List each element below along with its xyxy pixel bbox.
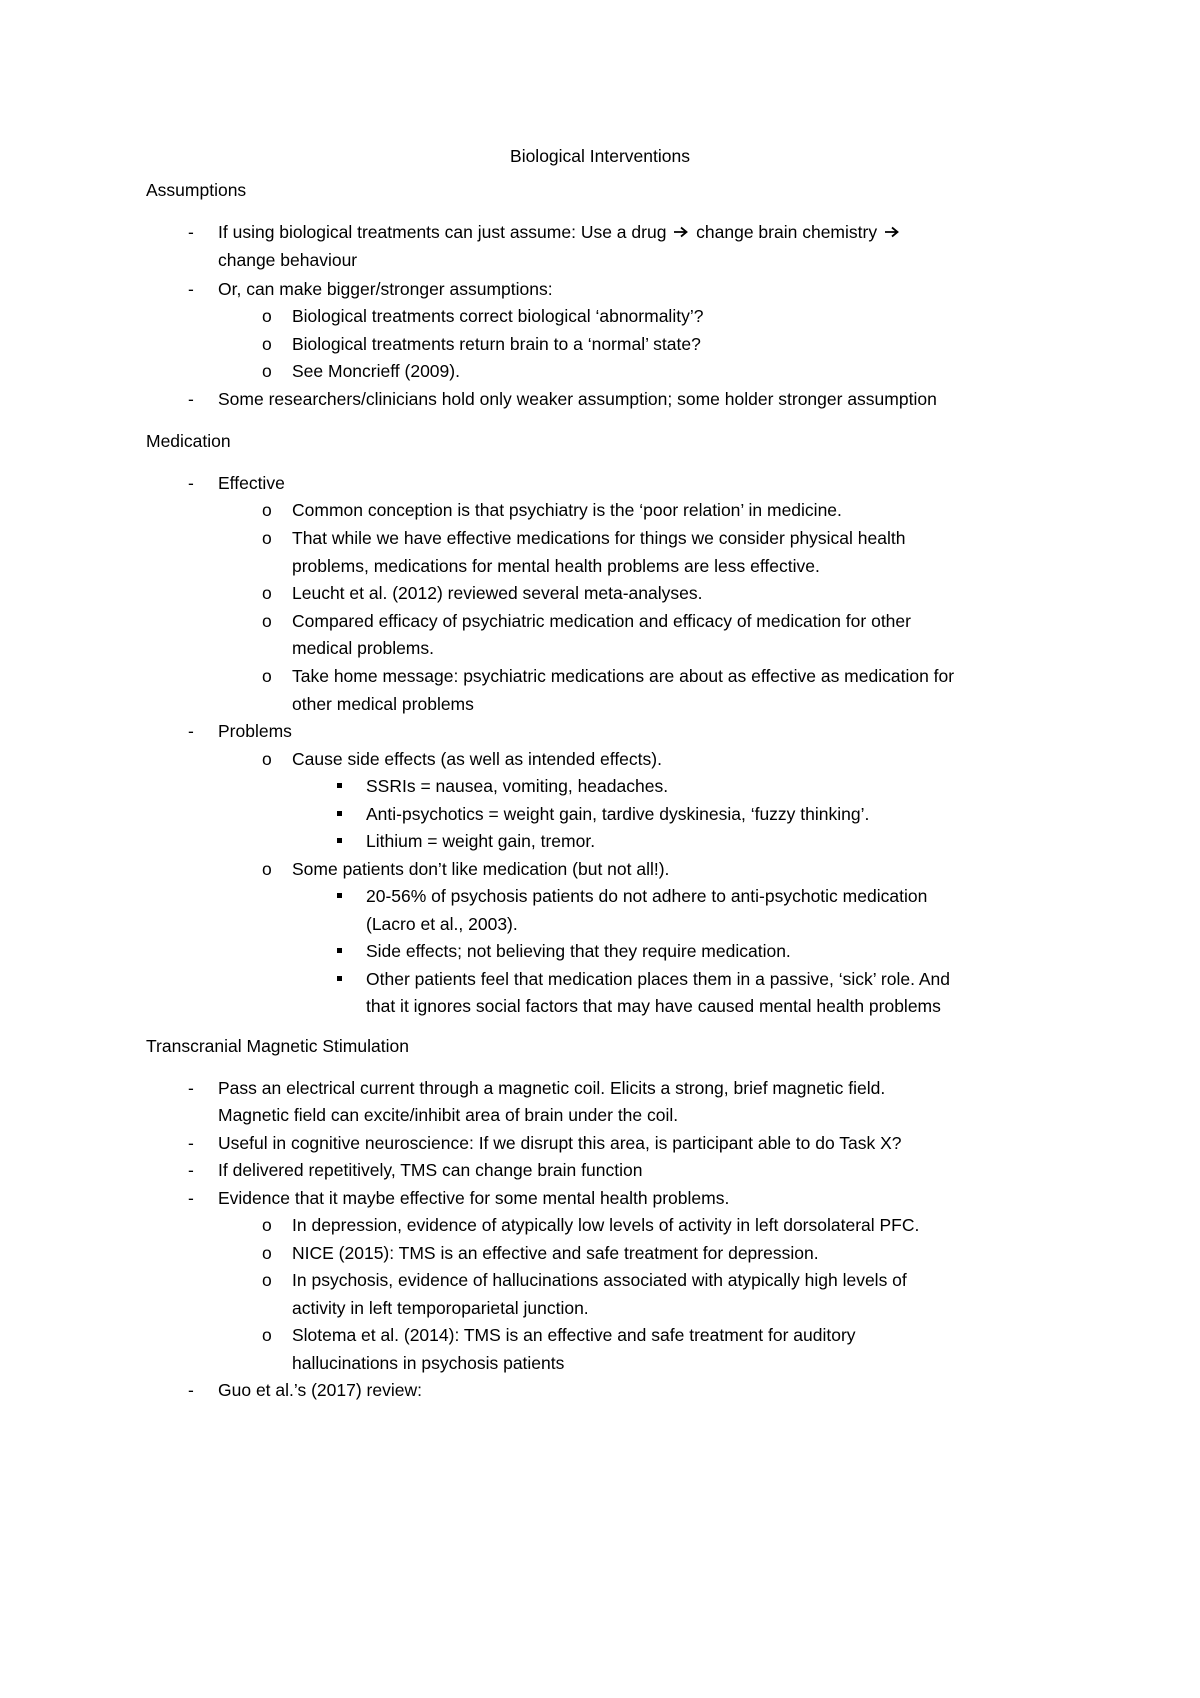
section-heading-medication: Medication bbox=[146, 431, 231, 451]
list-item: Lithium = weight gain, tremor. bbox=[366, 831, 596, 851]
list-item-continuation: hallucinations in psychosis patients bbox=[292, 1353, 565, 1373]
dash-marker: - bbox=[188, 1188, 194, 1208]
square-bullet-icon bbox=[337, 976, 342, 981]
list-item-continuation: problems, medications for mental health problems are less effective. bbox=[292, 556, 820, 576]
list-item-continuation: that it ignores social factors that may have caused mental health problems bbox=[366, 996, 941, 1016]
list-item-continuation: other medical problems bbox=[292, 694, 474, 714]
circle-marker: o bbox=[262, 666, 272, 686]
list-item: Some researchers/clinicians hold only weaker assumption; some holder stronger assumption bbox=[218, 389, 937, 409]
list-item: Take home message: psychiatric medications are about as effective as medication for bbox=[292, 666, 955, 686]
list-item-continuation: change behaviour bbox=[218, 250, 358, 270]
list-item: In depression, evidence of atypically low levels of activity in left dorsolateral PFC. bbox=[292, 1215, 920, 1235]
circle-marker: o bbox=[262, 334, 272, 354]
list-item: In psychosis, evidence of hallucinations associated with atypically high levels of bbox=[292, 1270, 907, 1290]
circle-marker: o bbox=[262, 749, 272, 769]
list-item: See Moncrieff (2009). bbox=[292, 361, 460, 381]
section-heading-assumptions: Assumptions bbox=[146, 180, 247, 200]
list-item: Effective bbox=[218, 473, 285, 493]
section-heading-tms: Transcranial Magnetic Stimulation bbox=[146, 1036, 409, 1056]
square-bullet-icon bbox=[337, 893, 342, 898]
list-item-continuation: activity in left temporoparietal junction. bbox=[292, 1298, 589, 1318]
dash-marker: - bbox=[188, 1133, 194, 1153]
circle-marker: o bbox=[262, 306, 272, 326]
list-item-text: change brain chemistry bbox=[691, 222, 882, 242]
square-bullet-icon bbox=[337, 811, 342, 816]
circle-marker: o bbox=[262, 1215, 272, 1235]
list-item: That while we have effective medications for things we consider physical health bbox=[292, 528, 906, 548]
list-item: Other patients feel that medication places them in a passive, ‘sick’ role. And bbox=[366, 969, 950, 989]
circle-marker: o bbox=[262, 361, 272, 381]
square-bullet-icon bbox=[337, 838, 342, 843]
list-item-continuation: (Lacro et al., 2003). bbox=[366, 914, 518, 934]
list-item: NICE (2015): TMS is an effective and safe treatment for depression. bbox=[292, 1243, 819, 1263]
list-item: Slotema et al. (2014): TMS is an effective and safe treatment for auditory bbox=[292, 1325, 856, 1345]
list-item-continuation: medical problems. bbox=[292, 638, 434, 658]
list-item: Common conception is that psychiatry is the ‘poor relation’ in medicine. bbox=[292, 500, 842, 520]
list-item: Useful in cognitive neuroscience: If we disrupt this area, is participant able to do Task X? bbox=[218, 1133, 902, 1153]
dash-marker: - bbox=[188, 1078, 194, 1098]
circle-marker: o bbox=[262, 1270, 272, 1290]
list-item: If delivered repetitively, TMS can change brain function bbox=[218, 1160, 643, 1180]
dash-marker: - bbox=[188, 473, 194, 493]
list-item-continuation: Magnetic field can excite/inhibit area of brain under the coil. bbox=[218, 1105, 679, 1125]
page-title: Biological Interventions bbox=[510, 146, 690, 166]
list-item: Anti-psychotics = weight gain, tardive dyskinesia, ‘fuzzy thinking’. bbox=[366, 804, 870, 824]
dash-marker: - bbox=[188, 222, 194, 242]
dash-marker: - bbox=[188, 721, 194, 741]
dash-marker: - bbox=[188, 279, 194, 299]
list-item: Side effects; not believing that they require medication. bbox=[366, 941, 791, 961]
list-item: Pass an electrical current through a magnetic coil. Elicits a strong, brief magnetic field. bbox=[218, 1078, 886, 1098]
right-arrow-icon bbox=[884, 222, 900, 242]
dash-marker: - bbox=[188, 1380, 194, 1400]
circle-marker: o bbox=[262, 1243, 272, 1263]
list-item bbox=[218, 222, 902, 242]
dash-marker: - bbox=[188, 1160, 194, 1180]
list-item: Evidence that it maybe effective for some mental health problems. bbox=[218, 1188, 730, 1208]
circle-marker: o bbox=[262, 583, 272, 603]
circle-marker: o bbox=[262, 1325, 272, 1345]
list-item: SSRIs = nausea, vomiting, headaches. bbox=[366, 776, 669, 796]
square-bullet-icon bbox=[337, 948, 342, 953]
list-item: Biological treatments correct biological ‘abnormality’? bbox=[292, 306, 704, 326]
list-item: Problems bbox=[218, 721, 292, 741]
list-item: Guo et al.’s (2017) review: bbox=[218, 1380, 422, 1400]
list-item: Or, can make bigger/stronger assumptions: bbox=[218, 279, 553, 299]
circle-marker: o bbox=[262, 859, 272, 879]
circle-marker: o bbox=[262, 528, 272, 548]
list-item: Leucht et al. (2012) reviewed several meta-analyses. bbox=[292, 583, 703, 603]
list-item: Biological treatments return brain to a ‘normal’ state? bbox=[292, 334, 701, 354]
dash-marker: - bbox=[188, 389, 194, 409]
circle-marker: o bbox=[262, 611, 272, 631]
circle-marker: o bbox=[262, 500, 272, 520]
right-arrow-icon bbox=[673, 222, 689, 242]
list-item: Compared efficacy of psychiatric medication and efficacy of medication for other bbox=[292, 611, 911, 631]
list-item: Cause side effects (as well as intended effects). bbox=[292, 749, 662, 769]
list-item-text: If using biological treatments can just assume: Use a drug bbox=[218, 222, 672, 242]
list-item: Some patients don’t like medication (but not all!). bbox=[292, 859, 670, 879]
square-bullet-icon bbox=[337, 783, 342, 788]
list-item: 20-56% of psychosis patients do not adhere to anti-psychotic medication bbox=[366, 886, 928, 906]
